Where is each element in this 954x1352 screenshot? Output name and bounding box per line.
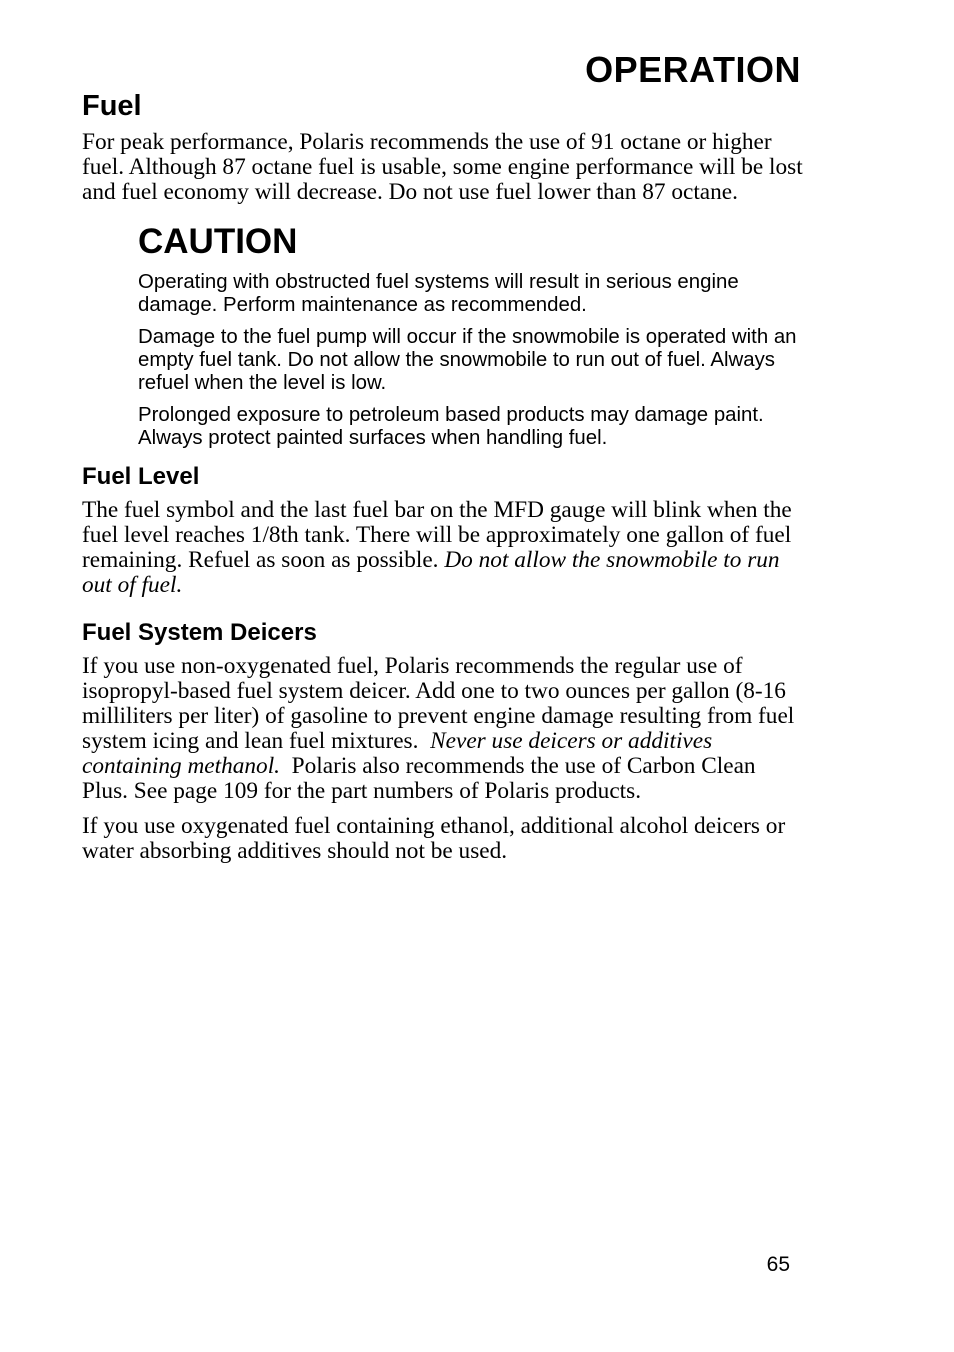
fuel-level-emphasis: Do not allow the snowmobile to run out of fuel.: [82, 547, 780, 598]
caution-item-paint: Prolonged exposure to petroleum based products may damage paint. Always protect painted surfaces when handling fuel.: [138, 404, 764, 449]
caution-item-obstructed: Operating with obstructed fuel systems will result in serious engine damage. Perform maintenance as recommended.: [138, 271, 739, 316]
deicers-paragraph-1: [82, 654, 806, 804]
running-head: OPERATION: [585, 49, 801, 90]
page-content: [82, 88, 806, 864]
caution-box: [138, 221, 806, 450]
caution-heading: CAUTION: [138, 222, 298, 261]
fuel-level-section: [82, 462, 806, 598]
deicers-heading: Fuel System Deicers: [82, 619, 317, 646]
fuel-section: [82, 88, 806, 205]
fuel-paragraph: For peak performance, Polaris recommends the use of 91 octane or higher fuel. Although 87 octane fuel is usable, some engine performance will be lost and fuel economy will decrease. Do not use fuel lower than 87 octane.: [82, 129, 803, 205]
deicers-section: [82, 618, 806, 864]
caution-item-fuel-pump: Damage to the fuel pump will occur if the snowmobile is operated with an empty fuel tank. Do not allow the snowmobile to run out of fuel. Always refuel when the level is low.: [138, 326, 797, 394]
deicers-text-end: Polaris also recommends the use of Carbon Clean Plus. See page 109 for the part numbers of Polaris products.: [82, 753, 756, 804]
deicers-paragraph-2: If you use oxygenated fuel containing ethanol, additional alcohol deicers or water absorbing additives should not be used.: [82, 813, 786, 864]
fuel-level-text: The fuel symbol and the last fuel bar on the MFD gauge will blink when the fuel level reaches 1/8th tank. There will be approximately one gallon of fuel remaining. Refuel as soon as possible.: [82, 497, 792, 573]
fuel-level-paragraph: [82, 498, 806, 598]
deicers-text-start: If you use non-oxygenated fuel, Polaris recommends the regular use of isopropyl-based fuel system deicer. Add one to two ounces per gallon (8-16 milliliters per liter) of gasoline to prevent engine damage resulting from fuel system icing and lean fuel mixtures.: [82, 653, 795, 754]
page-number: 65: [766, 1253, 790, 1276]
fuel-level-heading: Fuel Level: [82, 463, 200, 490]
deicers-emphasis: Never use deicers or additives containing methanol.: [82, 728, 713, 779]
fuel-heading: Fuel: [82, 90, 142, 122]
